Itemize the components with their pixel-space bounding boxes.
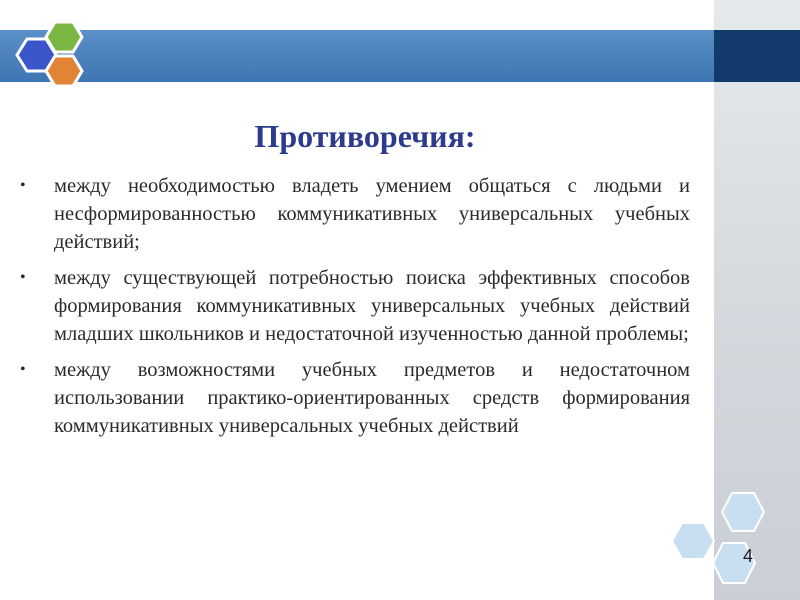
bullet-icon: • (20, 361, 26, 378)
light-hexagon-cluster-icon (665, 488, 775, 598)
list-item (20, 172, 690, 256)
list-item-text: между необходимостью владеть умением общаться с людьми и несформированностью коммуникативных универсальных учебных действий; (54, 175, 690, 253)
list-item-text: между существующей потребностью поиска эффективных способов формирования коммуникативных универсальных учебных действий младших школьников и недостаточной изученностью данной проблемы; (54, 267, 690, 345)
light-hexagon-left-icon (672, 523, 714, 559)
list-item (20, 356, 690, 440)
hexagon-green-icon (46, 22, 82, 52)
hexagon-cluster-icon (0, 0, 100, 100)
hexagon-orange-icon (46, 56, 82, 86)
list-item (20, 264, 690, 348)
bullet-icon: • (20, 269, 26, 286)
page-number: 4 (742, 546, 753, 566)
contradictions-list (20, 172, 690, 448)
list-item-text: между возможностями учебных предметов и недостаточном использовании практико-ориентированных средств формирования коммуникативных универсальных учебных действий (54, 359, 690, 437)
header-bar (0, 30, 714, 82)
light-hexagon-top-icon (722, 493, 764, 531)
bullet-icon: • (20, 177, 26, 194)
page-title: Противоречия: (254, 118, 476, 154)
header-bar-accent (714, 30, 800, 82)
